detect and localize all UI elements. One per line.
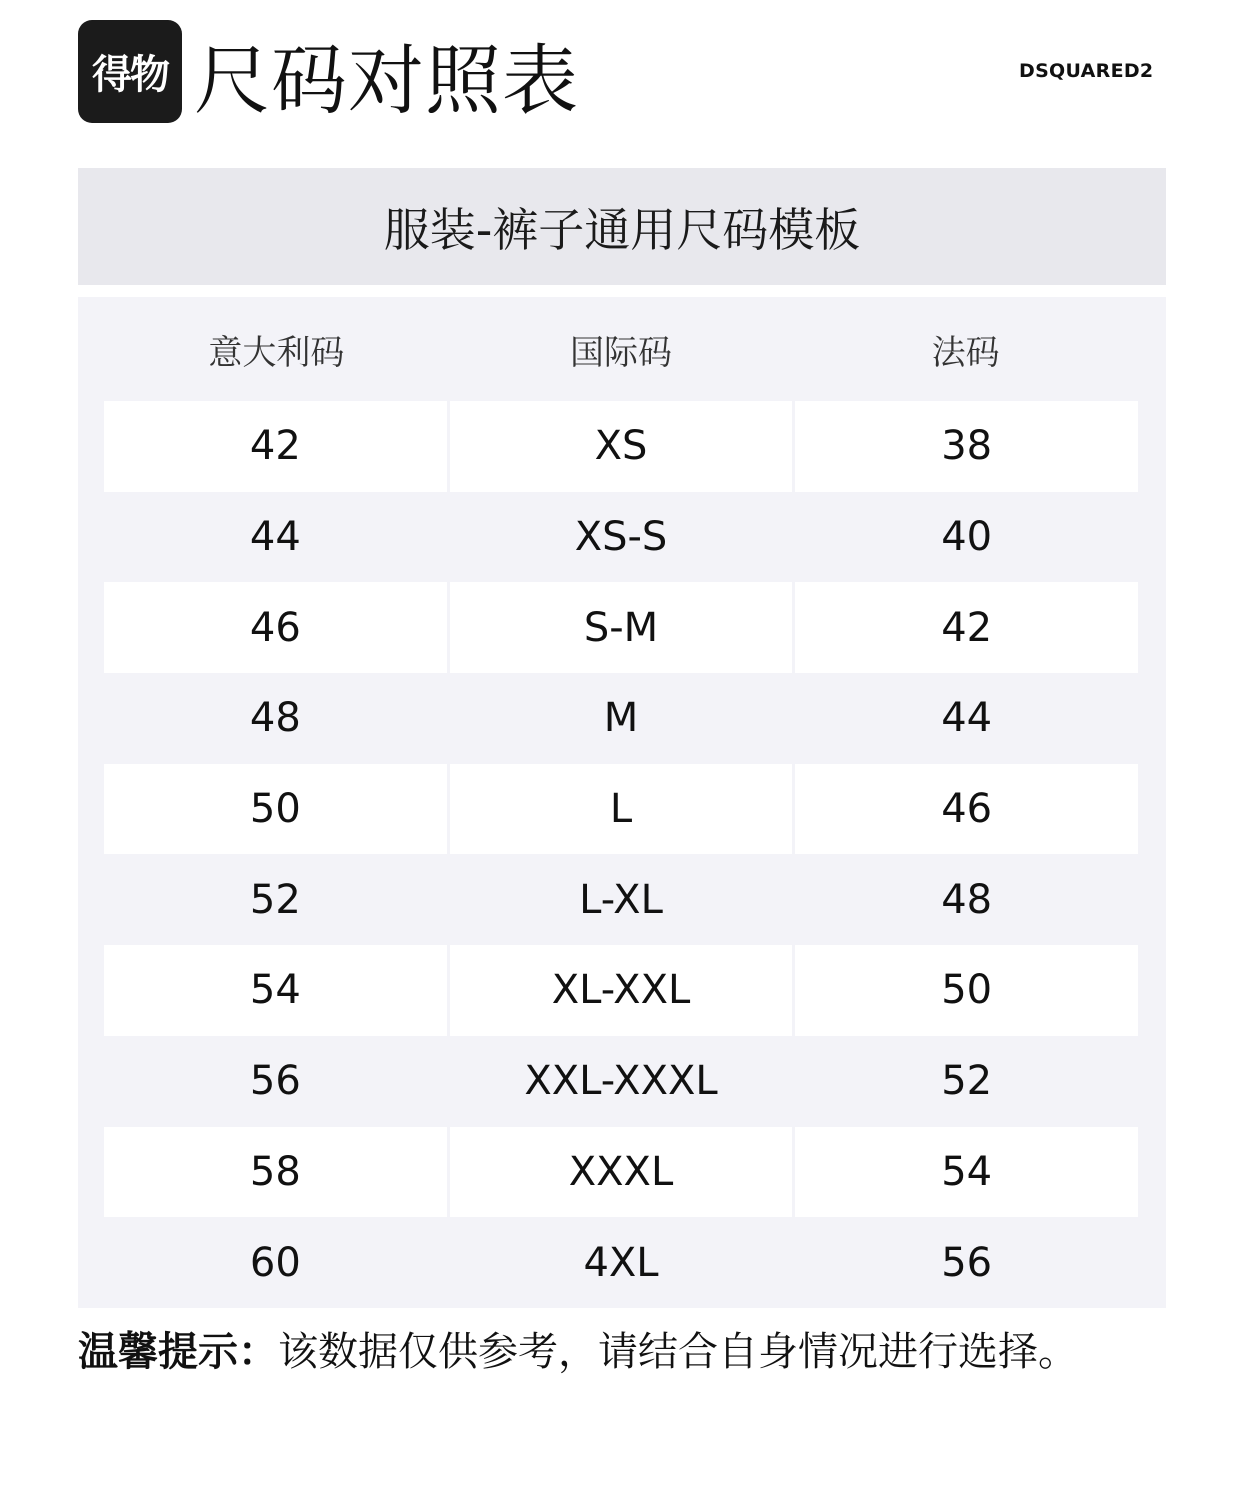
cell-italian-size: 44 (249, 514, 301, 561)
cell-french-size: 56 (941, 1239, 993, 1286)
cell-italian-size: 42 (104, 401, 447, 492)
table-row (104, 1217, 1138, 1308)
cell-international-size: S-M (450, 582, 793, 673)
table-row (104, 492, 1138, 583)
cell-italian-size: 46 (104, 582, 447, 673)
cell-italian-size: 48 (249, 695, 301, 742)
cell-french-size: 44 (941, 695, 993, 742)
cell-italian-size: 54 (104, 945, 447, 1036)
table-row (104, 1036, 1138, 1127)
cell-international-size: XL-XXL (450, 945, 793, 1036)
table-row (104, 1127, 1138, 1218)
footer-note (78, 1322, 1078, 1382)
logo-text: 得物 (92, 52, 168, 98)
cell-french-size: 50 (795, 945, 1138, 1036)
subtitle-bar (78, 168, 1166, 285)
cell-international-size: M (603, 695, 639, 742)
cell-italian-size: 60 (249, 1239, 301, 1286)
cell-italian-size: 50 (104, 764, 447, 855)
cell-international-size: 4XL (583, 1239, 659, 1286)
cell-french-size: 48 (941, 876, 993, 923)
cell-international-size: L-XL (579, 876, 663, 923)
column-header-french-size: 法码 (931, 332, 1000, 373)
app-logo (78, 20, 182, 123)
table-row (104, 854, 1138, 945)
cell-french-size: 46 (795, 764, 1138, 855)
size-table (78, 297, 1166, 1308)
cell-italian-size: 56 (249, 1058, 301, 1105)
cell-french-size: 40 (941, 514, 993, 561)
table-row (104, 673, 1138, 764)
footer-label: 温馨提示： (78, 1329, 278, 1375)
brand-name: DSQUARED2 (1019, 60, 1154, 82)
cell-french-size: 42 (795, 582, 1138, 673)
cell-international-size: XXL-XXXL (524, 1058, 718, 1105)
cell-french-size: 38 (795, 401, 1138, 492)
table-row (104, 401, 1138, 492)
column-header-international-size: 国际码 (570, 332, 672, 373)
table-row (104, 945, 1138, 1036)
cell-international-size: L (450, 764, 793, 855)
column-header-italian-size: 意大利码 (208, 332, 345, 373)
table-header-row (104, 297, 1138, 401)
cell-italian-size: 52 (249, 876, 301, 923)
cell-french-size: 54 (795, 1127, 1138, 1218)
table-row (104, 582, 1138, 673)
table-body (104, 401, 1138, 1308)
footer-text: 该数据仅供参考，请结合自身情况进行选择。 (278, 1329, 1078, 1375)
cell-italian-size: 58 (104, 1127, 447, 1218)
cell-international-size: XXXL (450, 1127, 793, 1218)
cell-international-size: XS-S (574, 514, 668, 561)
subtitle: 服装-裤子通用尺码模板 (383, 202, 861, 257)
cell-french-size: 52 (941, 1058, 993, 1105)
table-row (104, 764, 1138, 855)
page-title: 尺码对照表 (194, 36, 579, 125)
cell-international-size: XS (450, 401, 793, 492)
